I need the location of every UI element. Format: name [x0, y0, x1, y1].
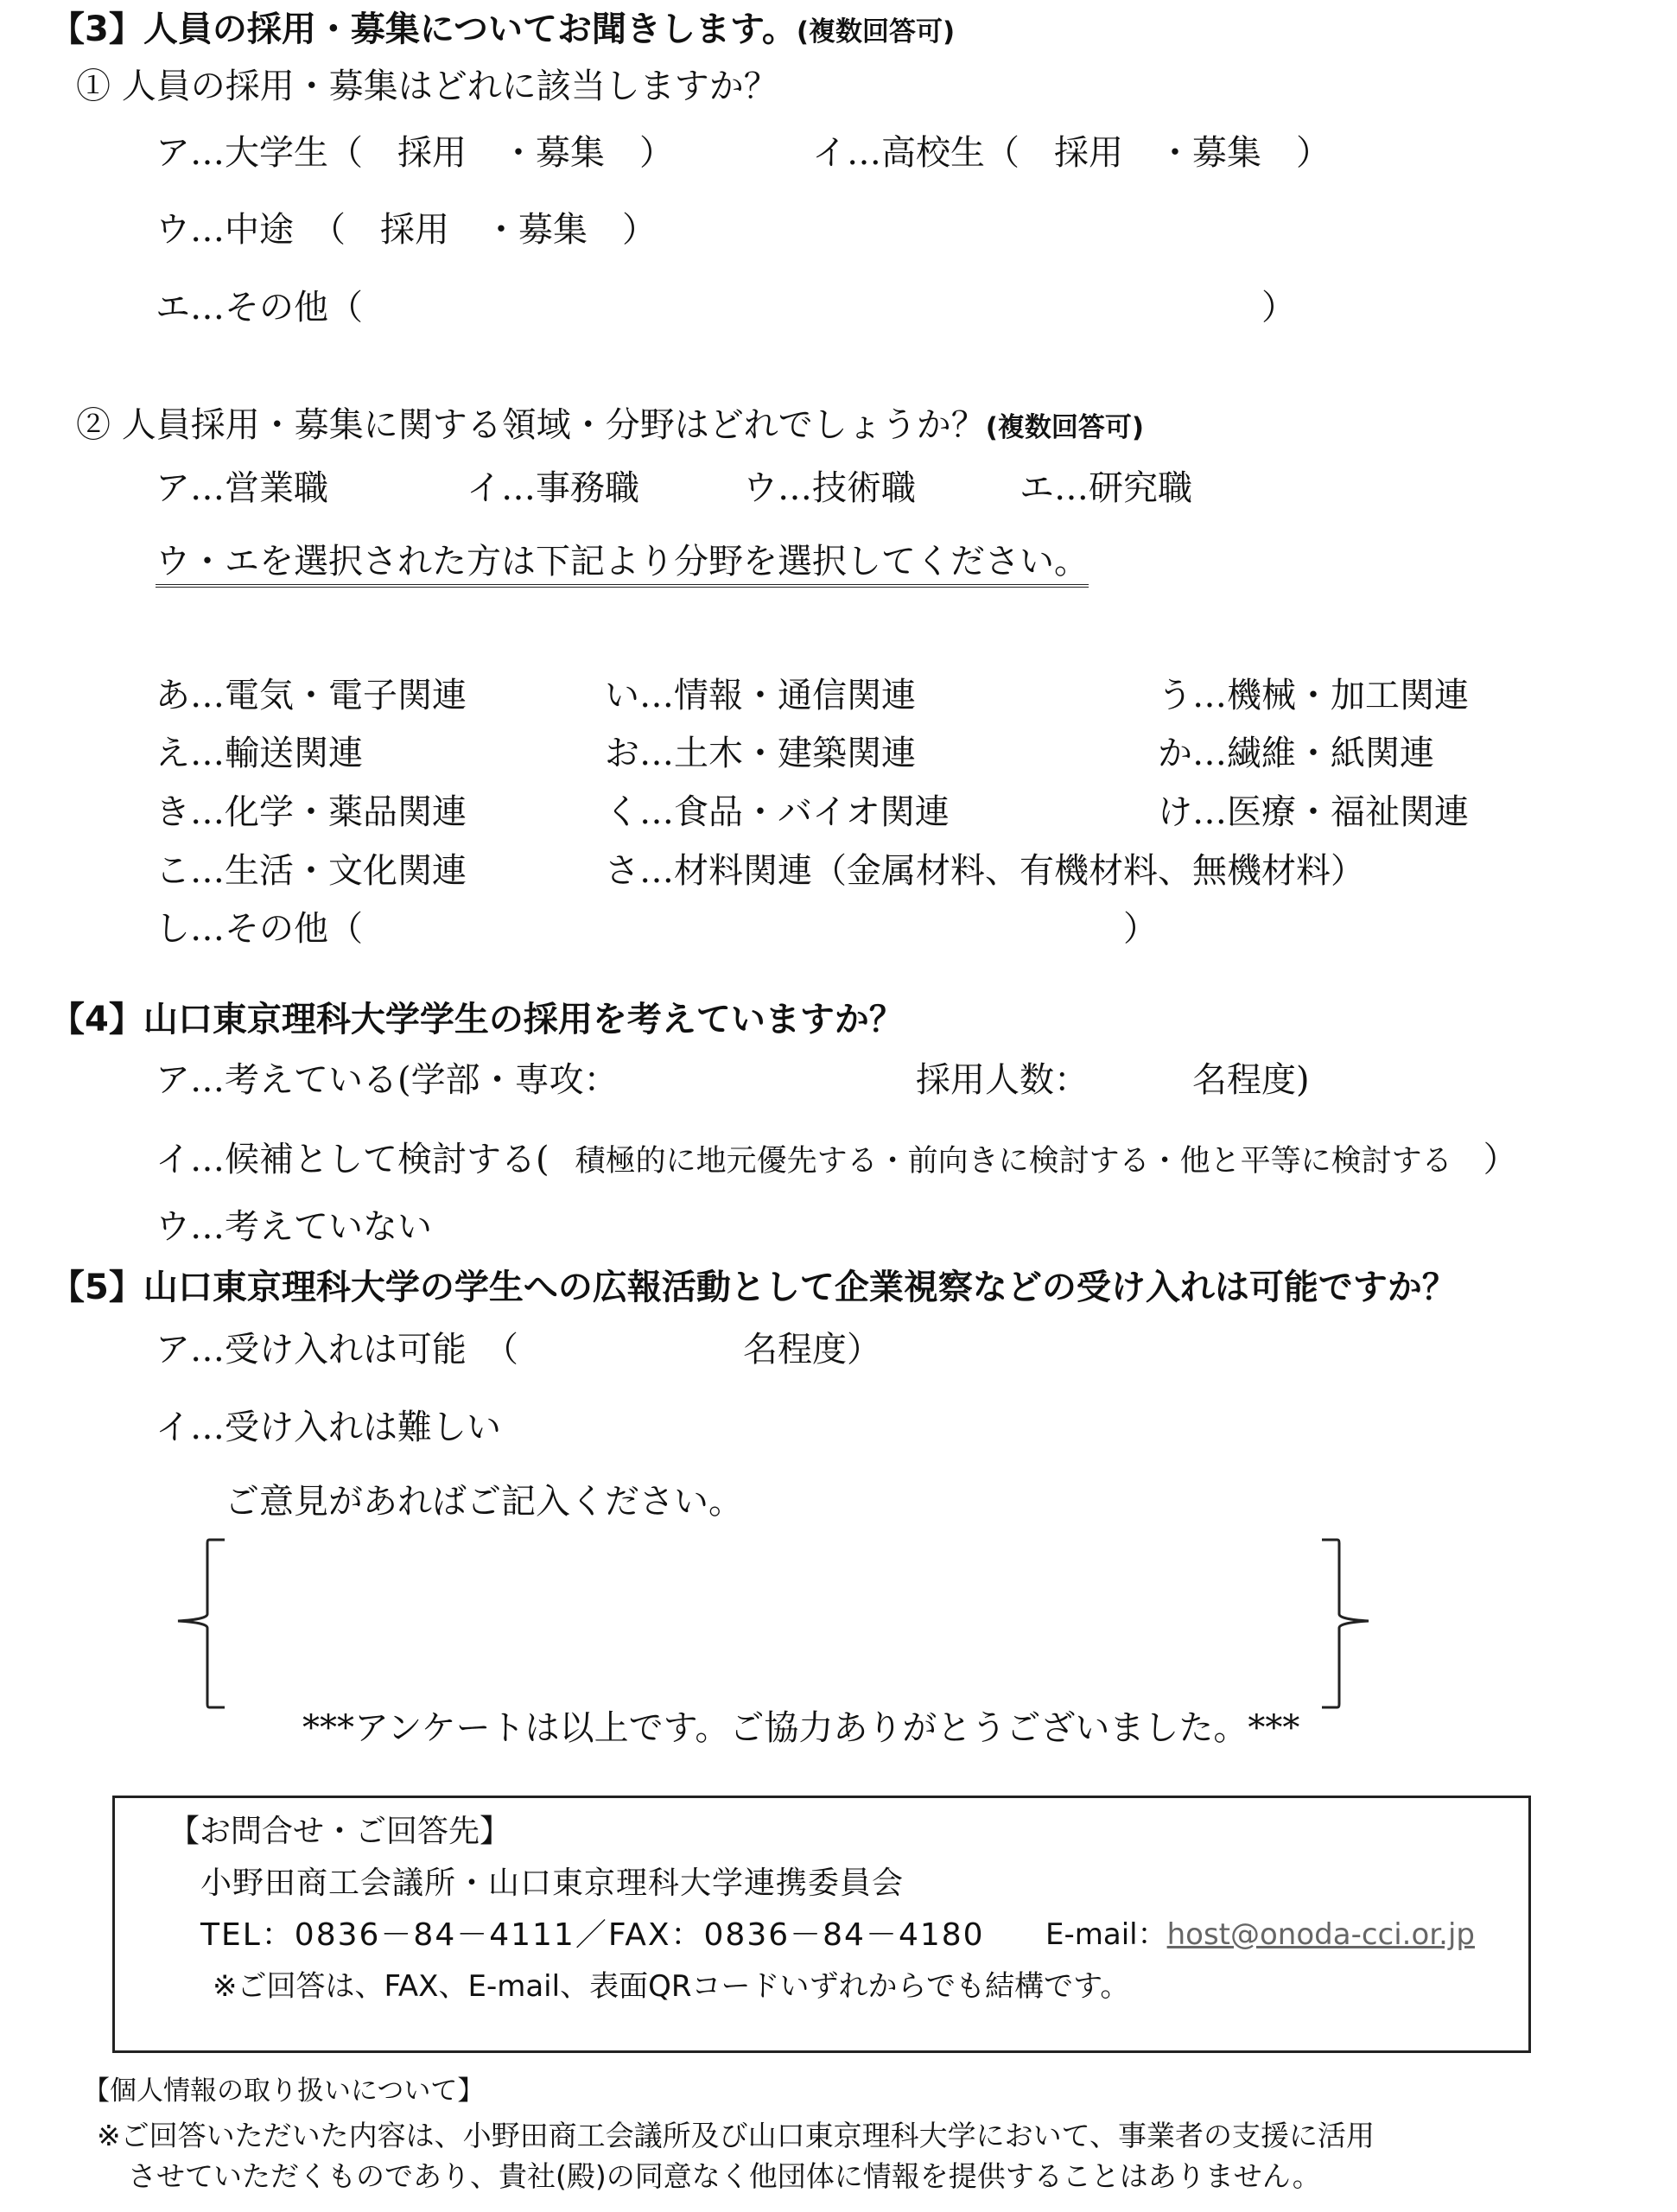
q1-option-a[interactable]: ア…大学生（ 採用 ・募集 ） — [156, 133, 674, 173]
s5-option-a[interactable]: ア…受け入れは可能 （ — [156, 1330, 518, 1370]
s4-hire-count-unit: 名程度) — [1192, 1060, 1310, 1100]
field-sa[interactable]: さ…材料関連（金属材料、有機材料、無機材料） — [605, 851, 1365, 891]
field-ke[interactable]: け…医療・福祉関連 — [1158, 792, 1469, 832]
q2-option-u[interactable]: ウ…技術職 — [743, 468, 916, 508]
s5-option-a-unit: 名程度） — [743, 1330, 881, 1370]
contact-org: 小野田商工会議所・山口東京理科大学連携委員会 — [200, 1866, 905, 1901]
field-u[interactable]: う…機械・加工関連 — [1158, 676, 1469, 715]
q2-instruction: ウ・エを選択された方は下記より分野を選択してください。 — [156, 544, 1089, 588]
contact-email-row: E-mail：host@onoda-cci.or.jp — [1045, 1917, 1475, 1952]
field-ko[interactable]: こ…生活・文化関連 — [156, 851, 467, 891]
privacy-line1: ※ご回答いただいた内容は、小野田商工会議所及び山口東京理科大学において、事業者の支援に活用 — [97, 2119, 1375, 2152]
closing-message: ***アンケートは以上です。ご協力ありがとうございました。*** — [302, 1708, 1300, 1748]
q1-option-u[interactable]: ウ…中途 （ 採用 ・募集 ） — [156, 210, 657, 250]
q2-title: ② 人員採用・募集に関する領域・分野はどれでしょうか？(複数回答可) — [76, 405, 1145, 445]
q2-option-e[interactable]: エ…研究職 — [1020, 468, 1192, 508]
field-ku[interactable]: く…食品・バイオ関連 — [605, 792, 950, 832]
contact-email-link[interactable]: host@onoda-cci.or.jp — [1166, 1917, 1475, 1952]
q2-option-i[interactable]: イ…事務職 — [467, 468, 639, 508]
contact-tel-fax: TEL：0836－84－4111／FAX：0836－84－4180 — [200, 1917, 985, 1953]
field-o[interactable]: お…土木・建築関連 — [605, 734, 916, 773]
opinion-right-brace — [1305, 1538, 1374, 1711]
q1-option-e-close: ） — [1261, 288, 1296, 327]
q2-title-note: (複数回答可) — [985, 412, 1145, 443]
opinion-field[interactable] — [216, 1541, 1313, 1706]
privacy-heading: 【個人情報の取り扱いについて】 — [83, 2075, 485, 2107]
s4-option-u[interactable]: ウ…考えていない — [156, 1207, 432, 1247]
s5-option-i[interactable]: イ…受け入れは難しい — [156, 1408, 501, 1447]
field-i[interactable]: い…情報・通信関連 — [605, 676, 916, 715]
contact-heading: 【お問合せ・ご回答先】 — [168, 1814, 511, 1849]
opinion-prompt: ご意見があればご記入ください。 — [225, 1482, 743, 1522]
q1-option-i[interactable]: イ…高校生（ 採用 ・募集 ） — [812, 133, 1331, 173]
section5-heading: 【5】山口東京理科大学の学生への広報活動として企業視察などの受け入れは可能ですか？ — [50, 1268, 1457, 1307]
section3-heading: 【3】人員の採用・募集についてお聞きします。(複数回答可) — [50, 10, 956, 49]
s4-option-i[interactable]: イ…候補として検討する( 積極的に地元優先する・前向きに検討する・他と平等に検討する ） — [156, 1140, 1518, 1179]
field-e[interactable]: え…輸送関連 — [156, 734, 363, 773]
field-ki[interactable]: き…化学・薬品関連 — [156, 792, 467, 832]
field-ka[interactable]: か…繊維・紙関連 — [1158, 734, 1434, 773]
q1-option-e[interactable]: エ…その他（ — [156, 288, 363, 327]
privacy-line2: させていただくものであり、貴社(殿)の同意なく他団体に情報を提供することはありません。 — [128, 2159, 1321, 2193]
q2-option-a[interactable]: ア…営業職 — [156, 468, 328, 508]
field-shi-close: ） — [1123, 909, 1158, 949]
contact-note: ※ご回答は、FAX、E-mail、表面QRコードいずれからでも結構です。 — [213, 1969, 1130, 2004]
section4-heading: 【4】山口東京理科大学学生の採用を考えていますか？ — [50, 1000, 904, 1039]
s4-hire-count-label: 採用人数： — [916, 1060, 1089, 1100]
field-a[interactable]: あ…電気・電子関連 — [156, 676, 467, 715]
s4-option-i-choices: 積極的に地元優先する・前向きに検討する・他と平等に検討する — [575, 1144, 1452, 1179]
section3-heading-note: (複数回答可) — [796, 16, 956, 48]
s4-option-a[interactable]: ア…考えている(学部・専攻： — [156, 1060, 619, 1100]
field-shi[interactable]: し…その他（ — [156, 909, 363, 949]
q1-title: ① 人員の採用・募集はどれに該当しますか？ — [76, 67, 778, 106]
